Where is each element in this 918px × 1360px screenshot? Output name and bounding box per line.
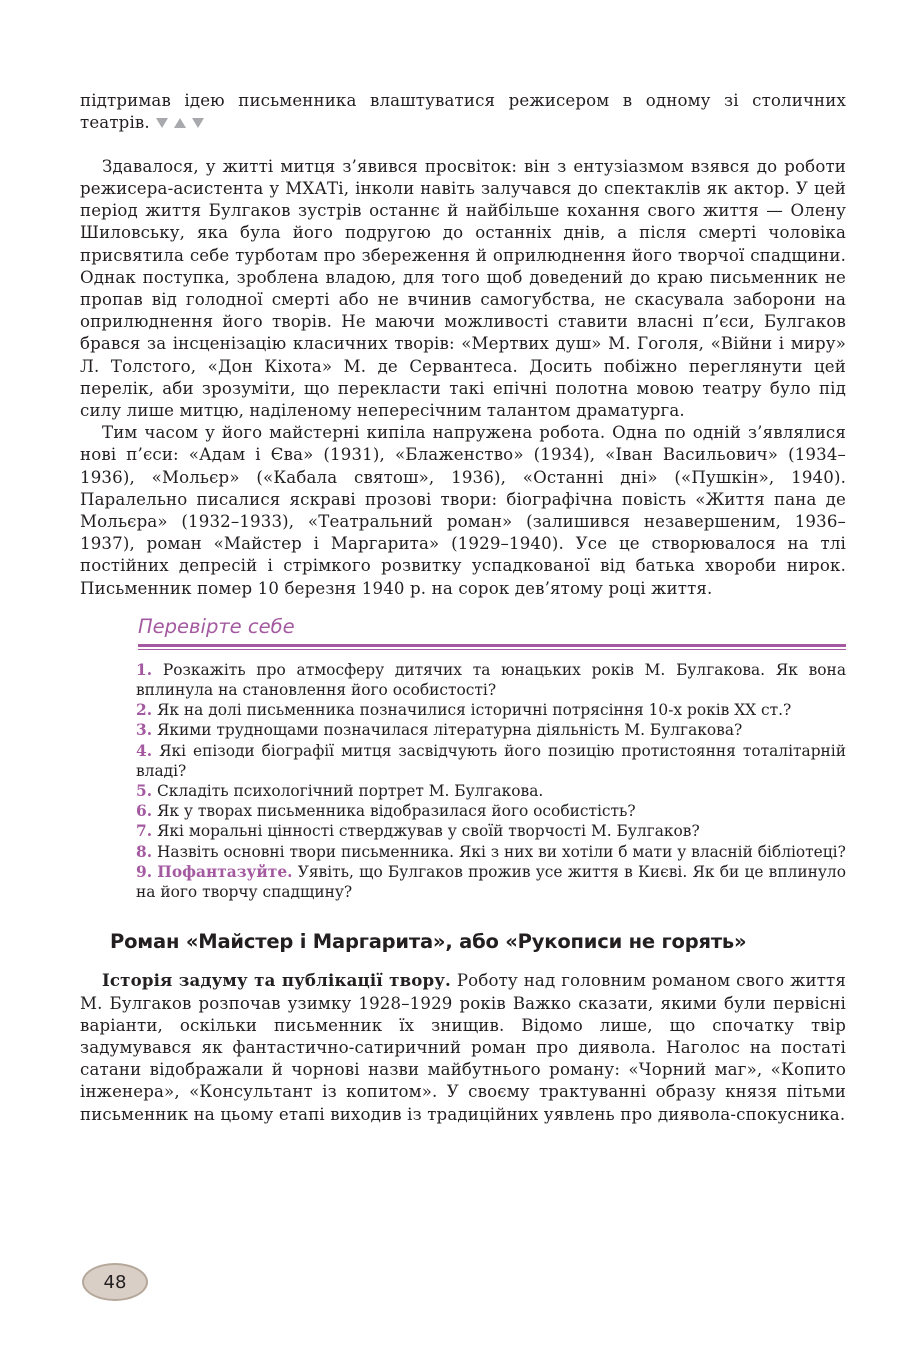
section-heading: Роман «Майстер і Маргарита», або «Рукописи не горять» — [110, 930, 747, 954]
question-item — [136, 862, 846, 902]
question-item — [136, 821, 846, 841]
question-list — [136, 660, 846, 902]
question-text: Уявіть, що Булгаков прожив усе життя в Києві. Як би це вплинуло на його творчу спадщину? — [136, 862, 846, 902]
triangles-end-icon — [156, 113, 206, 135]
question-text: Як у творах письменника відобразилася його особистість? — [156, 802, 636, 821]
intro-text: підтримав ідею письменника влаштуватися режисером в одному зі столичних театрів. — [80, 91, 846, 133]
section-paragraph — [80, 969, 846, 1125]
question-text: Як на долі письменника позначилися історичні потрясіння 10-х років ХХ ст.? — [156, 701, 792, 720]
check-yourself-heading: Перевірте себе — [138, 614, 295, 638]
question-text: Назвіть основні твори письменника. Які з них ви хотіли б мати у власній бібліотеці? — [156, 842, 846, 861]
question-number: 8. — [136, 842, 153, 861]
paragraph-2: Тим часом у його майстерні кипіла напружена робота. Одна по одній з’являлися нові п’єси: «Адам і Єва» (1931), «Блаженство» (1934), «Іван Васильович» (1934–1936), «Мольєр» («Кабала святош», 1936), «Останні дні» («Пушкін», 1940). Паралельно писалися яскраві прозові твори: біографічна повість «Життя пана де Мольєра» (1932–1933), «Театральний роман» (залишився незавершеним, 1936–1937), роман «Майстер і Маргарита» (1929–1940). Усе це створювалося на тлі постійних депресій і стрімкого розвитку успадкованої від батька хвороби нирок. Письменник помер 10 березня 1940 р. на сорок дев’ятому році життя. — [80, 423, 846, 598]
page-number-badge: 48 — [82, 1263, 148, 1301]
paragraph-1: Здавалося, у житті митця з’явився просвіток: він з ентузіазмом взявся до роботи режисера-асистента у МХАТі, інколи навіть залучався до спектаклів як актор. У цей період життя Булгаков зустрів останнє й найбільше кохання свого життя — Олену Шиловську, яка була його подругою до останніх днів, а після смерті чоловіка присвятила себе турботам про збереження й оприлюднення його творчої спадщини. Однак поступка, зроблена владою, для того щоб доведений до краю письменник не пропав від голодної смерті або не вчинив самогубства, не скасувала заборони на оприлюднення його творів. Не маючи можливості ставити власні п’єси, Булгаков брався за інсценізацію класичних творів: «Мертвих душ» М. Гоголя, «Війни і миру» Л. Толстого, «Дон Кіхота» М. де Сервантеса. Досить побіжно переглянути цей перелік, аби зрозуміти, що перекласти такі епічні полотна мовою театру було під силу лише митцю, наділеному непересічним талантом драматурга. — [80, 156, 846, 421]
section-lead: Історія задуму та публікації твору. — [102, 970, 451, 991]
section-text: Роботу над головним романом свого життя М. Булгаков розпочав узимку 1928–1929 років Важко сказати, якими були первісні варіанти, оскільки письменник їх знищив. Відомо лише, що спочатку твір задумувався як фантастично-сатиричний роман про диявола. Наголос на постаті сатани відображали й чорнові назви майбутнього роману: «Чорний маг», «Копито інженера», «Консультант із копитом». У своєму трактуванні образу князя пітьми письменник на цьому етапі виходив із традиційних уявлень про диявола-спокусника. — [80, 971, 847, 1124]
question-item — [136, 720, 846, 740]
question-number: 9. — [136, 862, 153, 881]
question-item — [136, 801, 846, 821]
question-text: Розкажіть про атмосферу дитячих та юнацьких років М. Булгакова. Як вона вплинула на становлення його особистості? — [136, 660, 846, 700]
question-item — [136, 842, 846, 862]
intro-paragraph — [80, 90, 846, 135]
question-text: Які моральні цінності стверджував у своїй творчості М. Булгаков? — [156, 822, 700, 841]
question-item — [136, 660, 846, 700]
question-number: 5. — [136, 782, 153, 801]
question-number: 4. — [136, 741, 153, 760]
question-number: 3. — [136, 721, 153, 740]
page-content — [80, 90, 846, 1126]
heading-rule-thick — [138, 644, 846, 647]
question-text: Складіть психологічний портрет М. Булгакова. — [156, 782, 544, 801]
question-item — [136, 700, 846, 720]
question-text: Якими труднощами позначилася літературна діяльність М. Булгакова? — [156, 721, 743, 740]
question-highlight: Пофантазуйте. — [157, 862, 293, 881]
question-number: 1. — [136, 660, 153, 679]
question-item — [136, 741, 846, 781]
question-number: 2. — [136, 701, 153, 720]
question-number: 7. — [136, 822, 153, 841]
question-item — [136, 781, 846, 801]
question-number: 6. — [136, 802, 153, 821]
heading-rule-thin — [138, 649, 846, 650]
question-text: Які епізоди біографії митця засвідчують його позицію протистояння тоталітарній владі? — [136, 741, 846, 780]
spacer — [80, 135, 846, 156]
